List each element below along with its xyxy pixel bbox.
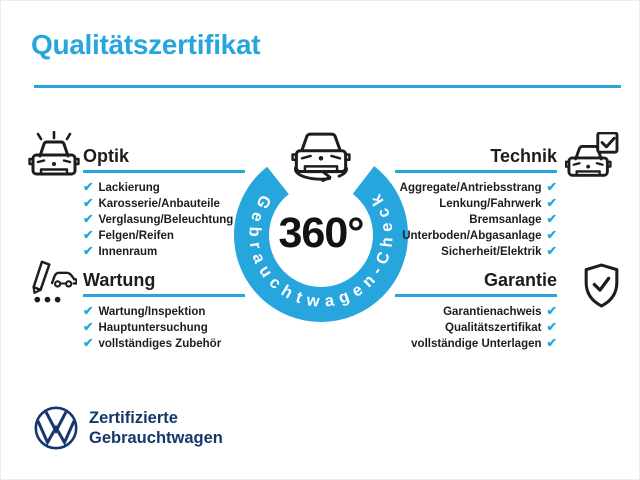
- item-label: vollständige Unterlagen: [411, 337, 542, 350]
- car-rotate-icon: [285, 124, 357, 185]
- section-title-wartung: Wartung: [83, 270, 156, 290]
- list-item: [83, 180, 283, 196]
- section-title-optik: Optik: [83, 146, 130, 166]
- shield-check-icon: [583, 263, 620, 308]
- check-icon: ✔: [546, 211, 557, 226]
- checklist-garantie: [357, 304, 557, 353]
- list-item: [357, 336, 557, 352]
- check-icon: ✔: [546, 228, 557, 243]
- list-item: [83, 228, 283, 244]
- list-item: [83, 196, 283, 212]
- section-optik: [83, 143, 283, 261]
- item-label: Verglasung/Beleuchtung: [98, 213, 234, 226]
- item-label: Felgen/Reifen: [98, 230, 174, 243]
- check-icon: ✔: [83, 303, 94, 318]
- check-icon: ✔: [546, 335, 557, 350]
- title-divider: [34, 85, 621, 88]
- list-item: [357, 228, 557, 244]
- section-wartung: [83, 267, 283, 352]
- degree-value: 360°: [278, 209, 364, 257]
- item-label: Sicherheit/Elektrik: [441, 246, 542, 259]
- list-item: [357, 244, 557, 260]
- check-icon: ✔: [83, 211, 94, 226]
- vw-logo: [34, 406, 78, 450]
- section-divider: [395, 294, 557, 297]
- service-checklist-icon: [29, 258, 77, 308]
- item-label: Innenraum: [98, 246, 158, 259]
- section-technik: [357, 143, 557, 261]
- car-checkbox-icon: [565, 132, 619, 182]
- ring-label: Gebrauchtwagen-Check: [245, 191, 397, 311]
- section-divider: [395, 170, 557, 173]
- item-label: Unterboden/Abgasanlage: [402, 230, 542, 243]
- item-label: Hauptuntersuchung: [98, 321, 208, 334]
- car-shine-icon: [28, 131, 80, 183]
- list-item: [357, 180, 557, 196]
- brand-claim: [89, 409, 223, 448]
- check-icon: ✔: [546, 195, 557, 210]
- checklist-technik: [357, 180, 557, 261]
- item-label: Aggregate/Antriebsstrang: [399, 181, 542, 194]
- check-icon: ✔: [83, 244, 94, 259]
- item-label: Lenkung/Fahrwerk: [439, 197, 542, 210]
- section-divider: [83, 294, 245, 297]
- check-icon: ✔: [83, 228, 94, 243]
- list-item: [357, 320, 557, 336]
- check-icon: ✔: [83, 195, 94, 210]
- list-item: [357, 212, 557, 228]
- item-label: Karosserie/Anbauteile: [98, 197, 220, 210]
- section-title-technik: Technik: [490, 146, 557, 166]
- section-garantie: [357, 267, 557, 352]
- brand-claim-line2: Gebrauchtwagen: [89, 428, 223, 447]
- check-icon: ✔: [546, 319, 557, 334]
- check-icon: ✔: [546, 179, 557, 194]
- check-icon: ✔: [83, 335, 94, 350]
- item-label: Lackierung: [98, 181, 160, 194]
- item-label: Bremsanlage: [469, 213, 542, 226]
- checklist-wartung: [83, 304, 283, 353]
- item-label: vollständiges Zubehör: [98, 337, 222, 350]
- check-icon: ✔: [546, 303, 557, 318]
- list-item: [83, 304, 283, 320]
- list-item: [83, 320, 283, 336]
- check-icon: ✔: [546, 244, 557, 259]
- section-title-garantie: Garantie: [483, 270, 557, 290]
- check-icon: ✔: [83, 319, 94, 334]
- list-item: [357, 304, 557, 320]
- list-item: [83, 244, 283, 260]
- item-label: Garantienachweis: [443, 305, 542, 318]
- item-label: Qualitätszertifikat: [445, 321, 542, 334]
- item-label: Wartung/Inspektion: [98, 305, 206, 318]
- section-divider: [83, 170, 245, 173]
- page-title: Qualitätszertifikat: [31, 29, 261, 60]
- checklist-optik: [83, 180, 283, 261]
- list-item: [83, 212, 283, 228]
- list-item: [83, 336, 283, 352]
- brand-claim-line1: Zertifizierte: [89, 409, 178, 427]
- list-item: [357, 196, 557, 212]
- check-icon: ✔: [83, 179, 94, 194]
